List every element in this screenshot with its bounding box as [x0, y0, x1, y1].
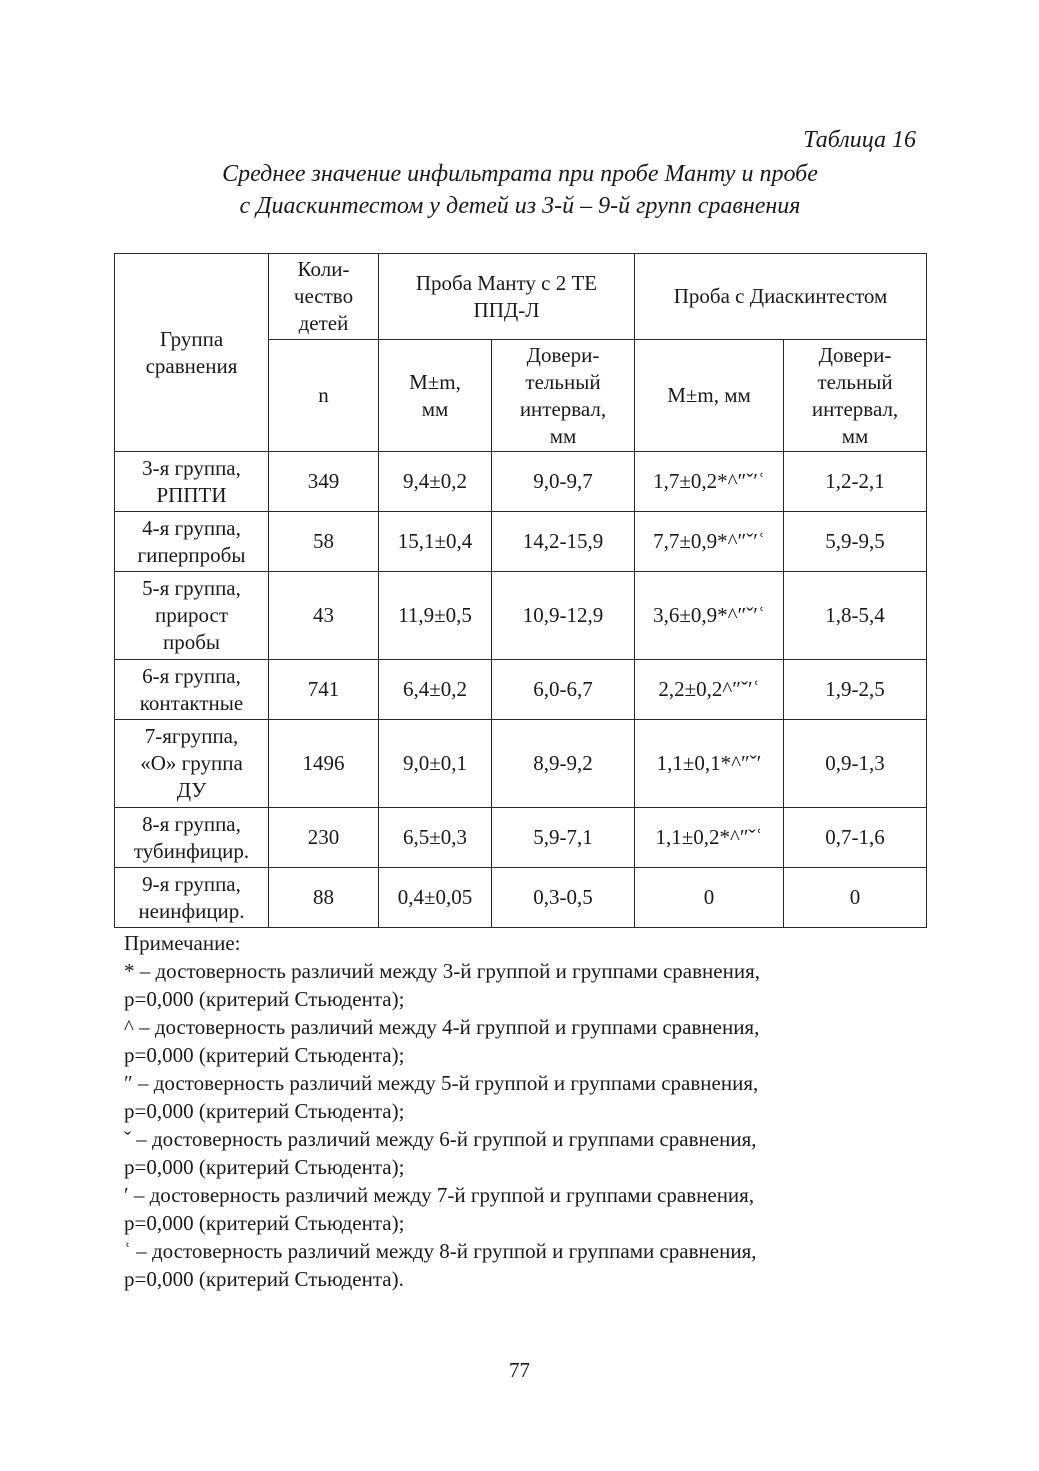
cell-group: 4-я группа, гиперпробы	[115, 512, 269, 572]
header-diaskin-mean: M±m, мм	[635, 340, 784, 452]
cell-mantoux-ci: 0,3-0,5	[492, 868, 635, 928]
cell-diaskin-ci: 0,7-1,6	[784, 808, 927, 868]
cell-diaskin-mean: 7,7±0,9*^″ˇʹʿ	[635, 512, 784, 572]
header-n: n	[269, 340, 379, 452]
cell-diaskin-mean: 1,1±0,1*^″ˇʹ	[635, 720, 784, 808]
note-line: р=0,000 (критерий Стьюдента).	[124, 1267, 404, 1291]
table-row	[115, 868, 927, 928]
cell-n: 1496	[269, 720, 379, 808]
cell-n: 741	[269, 660, 379, 720]
header-row	[115, 254, 927, 340]
cell-diaskin-mean: 1,1±0,2*^″ˇʿ	[635, 808, 784, 868]
header-group: Группа сравнения	[115, 254, 269, 452]
header-diaskin-ci: Довери- тельный интервал, мм	[784, 340, 927, 452]
table-row	[115, 720, 927, 808]
cell-diaskin-ci: 0,9-1,3	[784, 720, 927, 808]
page-number: 77	[509, 1358, 530, 1382]
table-row	[115, 808, 927, 868]
notes-heading: Примечание:	[124, 931, 241, 955]
cell-mantoux-ci: 14,2-15,9	[492, 512, 635, 572]
note-line: р=0,000 (критерий Стьюдента);	[124, 1211, 405, 1235]
note-line: р=0,000 (критерий Стьюдента);	[124, 1155, 405, 1179]
header-mantoux-ci: Довери- тельный интервал, мм	[492, 340, 635, 452]
table-row	[115, 512, 927, 572]
cell-group: 7-ягруппа, «О» группа ДУ	[115, 720, 269, 808]
cell-mantoux-ci: 6,0-6,7	[492, 660, 635, 720]
cell-n: 88	[269, 868, 379, 928]
note-line: ʿ – достоверность различий между 8-й группой и группами сравнения,	[124, 1239, 757, 1263]
note-line: р=0,000 (критерий Стьюдента);	[124, 987, 405, 1011]
cell-mantoux-mean: 9,0±0,1	[379, 720, 492, 808]
cell-diaskin-ci: 5,9-9,5	[784, 512, 927, 572]
cell-mantoux-ci: 5,9-7,1	[492, 808, 635, 868]
cell-mantoux-ci: 9,0-9,7	[492, 452, 635, 512]
results-table	[114, 253, 927, 928]
note-line: ʹ – достоверность различий между 7-й группой и группами сравнения,	[124, 1183, 755, 1207]
table-row	[115, 452, 927, 512]
cell-group: 6-я группа, контактные	[115, 660, 269, 720]
header-mantoux-mean: M±m, мм	[379, 340, 492, 452]
cell-n: 230	[269, 808, 379, 868]
note-line: р=0,000 (критерий Стьюдента);	[124, 1099, 405, 1123]
header-mantoux: Проба Манту с 2 ТЕ ППД-Л	[379, 254, 635, 340]
cell-diaskin-mean: 0	[635, 868, 784, 928]
note-line: * – достоверность различий между 3-й группой и группами сравнения,	[124, 959, 760, 983]
table-title	[110, 158, 930, 222]
table-title-line: Среднее значение инфильтрата при пробе Манту и пробе	[222, 161, 818, 187]
table-number: Таблица 16	[803, 127, 916, 153]
cell-diaskin-ci: 1,2-2,1	[784, 452, 927, 512]
cell-mantoux-mean: 9,4±0,2	[379, 452, 492, 512]
header-count: Коли- чество детей	[269, 254, 379, 340]
table-title-line: с Диаскинтестом у детей из 3-й – 9-й групп сравнения	[239, 193, 801, 219]
note-line: р=0,000 (критерий Стьюдента);	[124, 1043, 405, 1067]
cell-n: 58	[269, 512, 379, 572]
cell-mantoux-mean: 0,4±0,05	[379, 868, 492, 928]
cell-group: 9-я группа, неинфицир.	[115, 868, 269, 928]
cell-diaskin-ci: 0	[784, 868, 927, 928]
table-row	[115, 572, 927, 660]
cell-diaskin-mean: 2,2±0,2^″ˇʹʿ	[635, 660, 784, 720]
cell-mantoux-mean: 6,4±0,2	[379, 660, 492, 720]
table-notes	[124, 929, 916, 1293]
note-line: ^ – достоверность различий между 4-й группой и группами сравнения,	[124, 1015, 760, 1039]
cell-diaskin-ci: 1,8-5,4	[784, 572, 927, 660]
cell-group: 5-я группа, прирост пробы	[115, 572, 269, 660]
cell-mantoux-ci: 10,9-12,9	[492, 572, 635, 660]
cell-group: 8-я группа, тубинфицир.	[115, 808, 269, 868]
cell-mantoux-mean: 6,5±0,3	[379, 808, 492, 868]
cell-mantoux-ci: 8,9-9,2	[492, 720, 635, 808]
cell-group: 3-я группа, РППТИ	[115, 452, 269, 512]
note-line: ˇ – достоверность различий между 6-й группой и группами сравнения,	[124, 1127, 757, 1151]
cell-diaskin-ci: 1,9-2,5	[784, 660, 927, 720]
cell-n: 349	[269, 452, 379, 512]
header-diaskin: Проба с Диаскинтестом	[635, 254, 927, 340]
cell-mantoux-mean: 11,9±0,5	[379, 572, 492, 660]
cell-diaskin-mean: 3,6±0,9*^″ˇʹʿ	[635, 572, 784, 660]
cell-n: 43	[269, 572, 379, 660]
note-line: ″ – достоверность различий между 5-й группой и группами сравнения,	[124, 1071, 759, 1095]
cell-mantoux-mean: 15,1±0,4	[379, 512, 492, 572]
table-row	[115, 660, 927, 720]
cell-diaskin-mean: 1,7±0,2*^″ˇʹʿ	[635, 452, 784, 512]
